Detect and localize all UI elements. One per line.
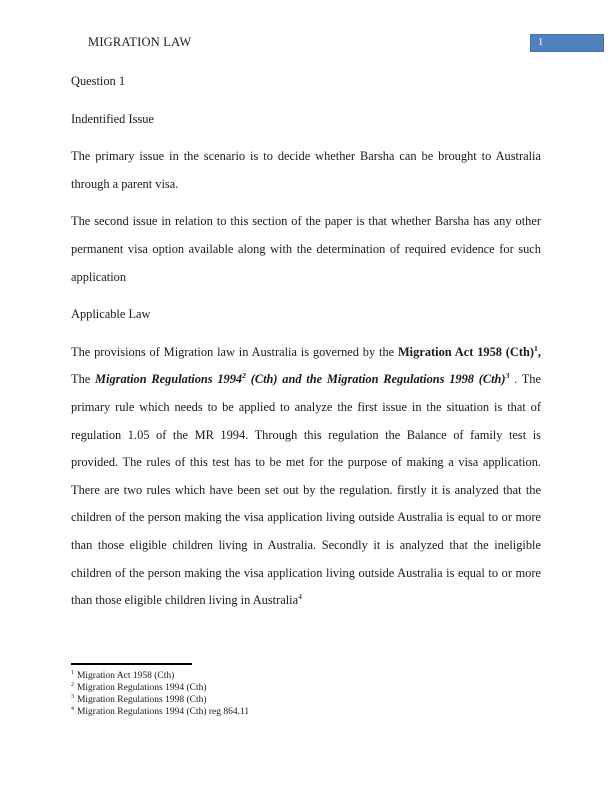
question-heading: Question 1 [71, 74, 126, 88]
footnote-item [71, 682, 541, 694]
footnote-ref-2: 2 [242, 371, 246, 381]
citation-regulations-1994: Migration Regulations 1994 [94, 372, 243, 387]
footnote-ref-4: 4 [298, 591, 302, 601]
applicable-law-heading: Applicable Law [71, 307, 151, 322]
footnote-number: 3 [71, 693, 74, 700]
page-number: 1 [538, 37, 544, 48]
footnote-ref-1: 1 [534, 343, 538, 353]
footnote-ref-3: 3 [505, 371, 510, 381]
paragraph-primary-issue: The primary issue in the scenario is to decide whether Barsha can be brought to Australia through a parent visa. [71, 149, 541, 191]
footnote-text: Migration Regulations 1994 (Cth) [76, 683, 207, 693]
text-segment: . The primary rule which needs to be applied to analyze the first issue in the situation is that of regulation 1.05 of the MR 1994. Through this regulation the Balance of family test is provided. The rules of this test has to be met for the purpose of making a visa application. There are two rules which have been set out by the regulation. firstly it is analyzed that the children of the person making the visa application living outside Australia is equal to or more than those eligible children living in Australia. Secondly it is analyzed that the ineligible children of the person making the visa application living outside Australia is equal to or more than those eligible children living in Australia [71, 372, 541, 608]
footnote-number: 1 [71, 669, 74, 676]
text-segment: The [71, 372, 95, 387]
paragraph-applicable-law [71, 339, 541, 615]
text-segment: , [537, 344, 541, 359]
header-title: MIGRATION LAW [88, 35, 192, 49]
citation-migration-act: Migration Act 1958 (Cth) [397, 344, 535, 359]
page-number-badge [530, 34, 604, 52]
footnote-number: 2 [71, 681, 74, 688]
footnote-text: Migration Regulations 1998 (Cth) [76, 695, 207, 705]
footnote-number: 4 [71, 705, 74, 712]
footnote-separator [71, 663, 192, 665]
citation-regulations-1998: (Cth) and the Migration Regulations 1998 (Cth) [245, 372, 506, 387]
footnote-item [71, 706, 541, 718]
footnote-item [71, 670, 541, 682]
document-body [71, 68, 541, 625]
footnotes-section [71, 663, 541, 718]
paragraph-second-issue: The second issue in relation to this section of the paper is that whether Barsha has any other permanent visa option available along with the determination of required evidence for such application [71, 214, 541, 284]
footnote-item [71, 694, 541, 706]
identified-issue-heading: Indentified Issue [71, 111, 154, 126]
footnote-text: Migration Act 1958 (Cth) [76, 671, 175, 681]
footnote-text: Migration Regulations 1994 (Cth) reg 864.11 [76, 707, 250, 717]
text-segment: The provisions of Migration law in Australia is governed by the [71, 344, 398, 359]
